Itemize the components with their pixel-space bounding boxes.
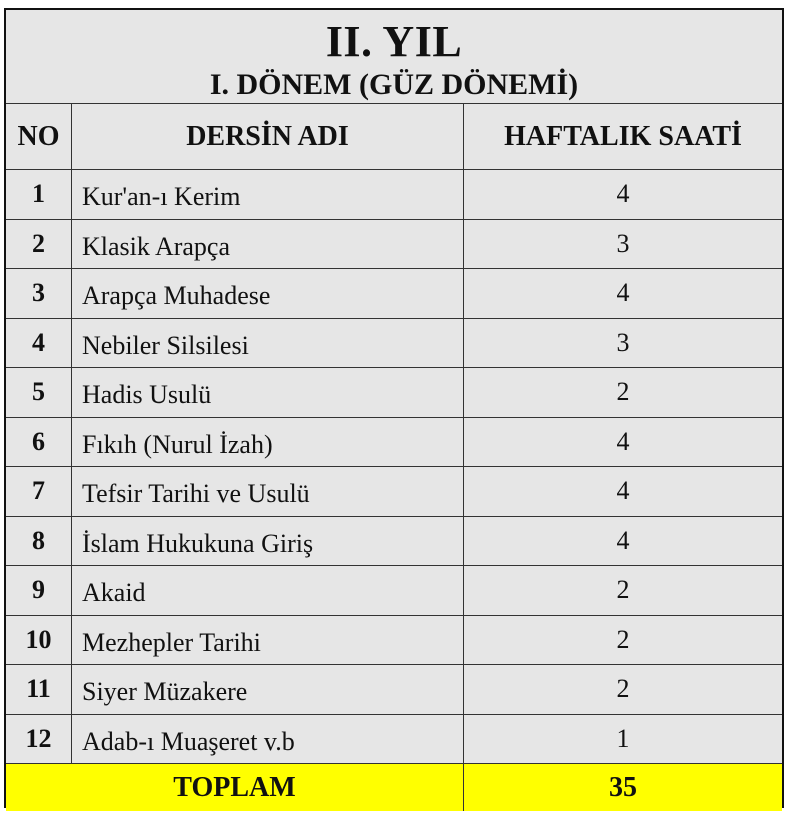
column-header-course-name: DERSİN ADI (72, 104, 464, 169)
column-header-weekly-hours: HAFTALIK SAATİ (504, 120, 742, 152)
course-schedule-table (4, 8, 784, 808)
row-number: 9 (6, 566, 72, 615)
table-row (6, 319, 782, 369)
course-name: Mezhepler Tarihi (72, 616, 464, 665)
table-row (6, 715, 782, 765)
table-row (6, 220, 782, 270)
row-number: 5 (6, 368, 72, 417)
weekly-hours: 2 (616, 575, 630, 605)
table-row (6, 170, 782, 220)
course-name: Klasik Arapça (72, 220, 464, 269)
row-number: 3 (6, 269, 72, 318)
course-rows (6, 170, 782, 764)
table-row (6, 517, 782, 567)
course-name: İslam Hukukuna Giriş (72, 517, 464, 566)
table-row (6, 368, 782, 418)
course-name: Adab-ı Muaşeret v.b (72, 715, 464, 764)
row-number: 1 (6, 170, 72, 219)
table-header (6, 10, 782, 104)
weekly-hours: 4 (616, 525, 630, 555)
course-name: Kur'an-ı Kerim (72, 170, 464, 219)
weekly-hours: 4 (616, 426, 630, 456)
table-row (6, 418, 782, 468)
row-number: 7 (6, 467, 72, 516)
table-row (6, 467, 782, 517)
weekly-hours: 4 (616, 179, 630, 209)
course-name: Siyer Müzakere (72, 665, 464, 714)
row-number: 10 (6, 616, 72, 665)
row-number: 12 (6, 715, 72, 764)
weekly-hours: 2 (616, 624, 630, 654)
row-number: 8 (6, 517, 72, 566)
course-name: Fıkıh (Nurul İzah) (72, 418, 464, 467)
course-name: Nebiler Silsilesi (72, 319, 464, 368)
course-name: Arapça Muhadese (72, 269, 464, 318)
weekly-hours: 2 (616, 674, 630, 704)
weekly-hours: 3 (616, 327, 630, 357)
column-header-no: NO (6, 104, 72, 169)
row-number: 2 (6, 220, 72, 269)
year-title: II. YIL (325, 17, 463, 66)
table-row (6, 269, 782, 319)
column-header-row (6, 104, 782, 170)
total-label: TOPLAM (6, 764, 464, 811)
table-row (6, 616, 782, 666)
weekly-hours: 2 (616, 377, 630, 407)
weekly-hours: 3 (616, 228, 630, 258)
row-number: 6 (6, 418, 72, 467)
weekly-hours: 4 (616, 476, 630, 506)
table-body (6, 104, 782, 811)
weekly-hours: 4 (616, 278, 630, 308)
row-number: 11 (6, 665, 72, 714)
total-row (6, 764, 782, 811)
course-name: Hadis Usulü (72, 368, 464, 417)
row-number: 4 (6, 319, 72, 368)
course-name: Tefsir Tarihi ve Usulü (72, 467, 464, 516)
total-value: 35 (609, 771, 637, 803)
table-row (6, 665, 782, 715)
course-name: Akaid (72, 566, 464, 615)
semester-subtitle: I. DÖNEM (GÜZ DÖNEMİ) (209, 68, 579, 101)
weekly-hours: 1 (616, 723, 630, 753)
table-row (6, 566, 782, 616)
